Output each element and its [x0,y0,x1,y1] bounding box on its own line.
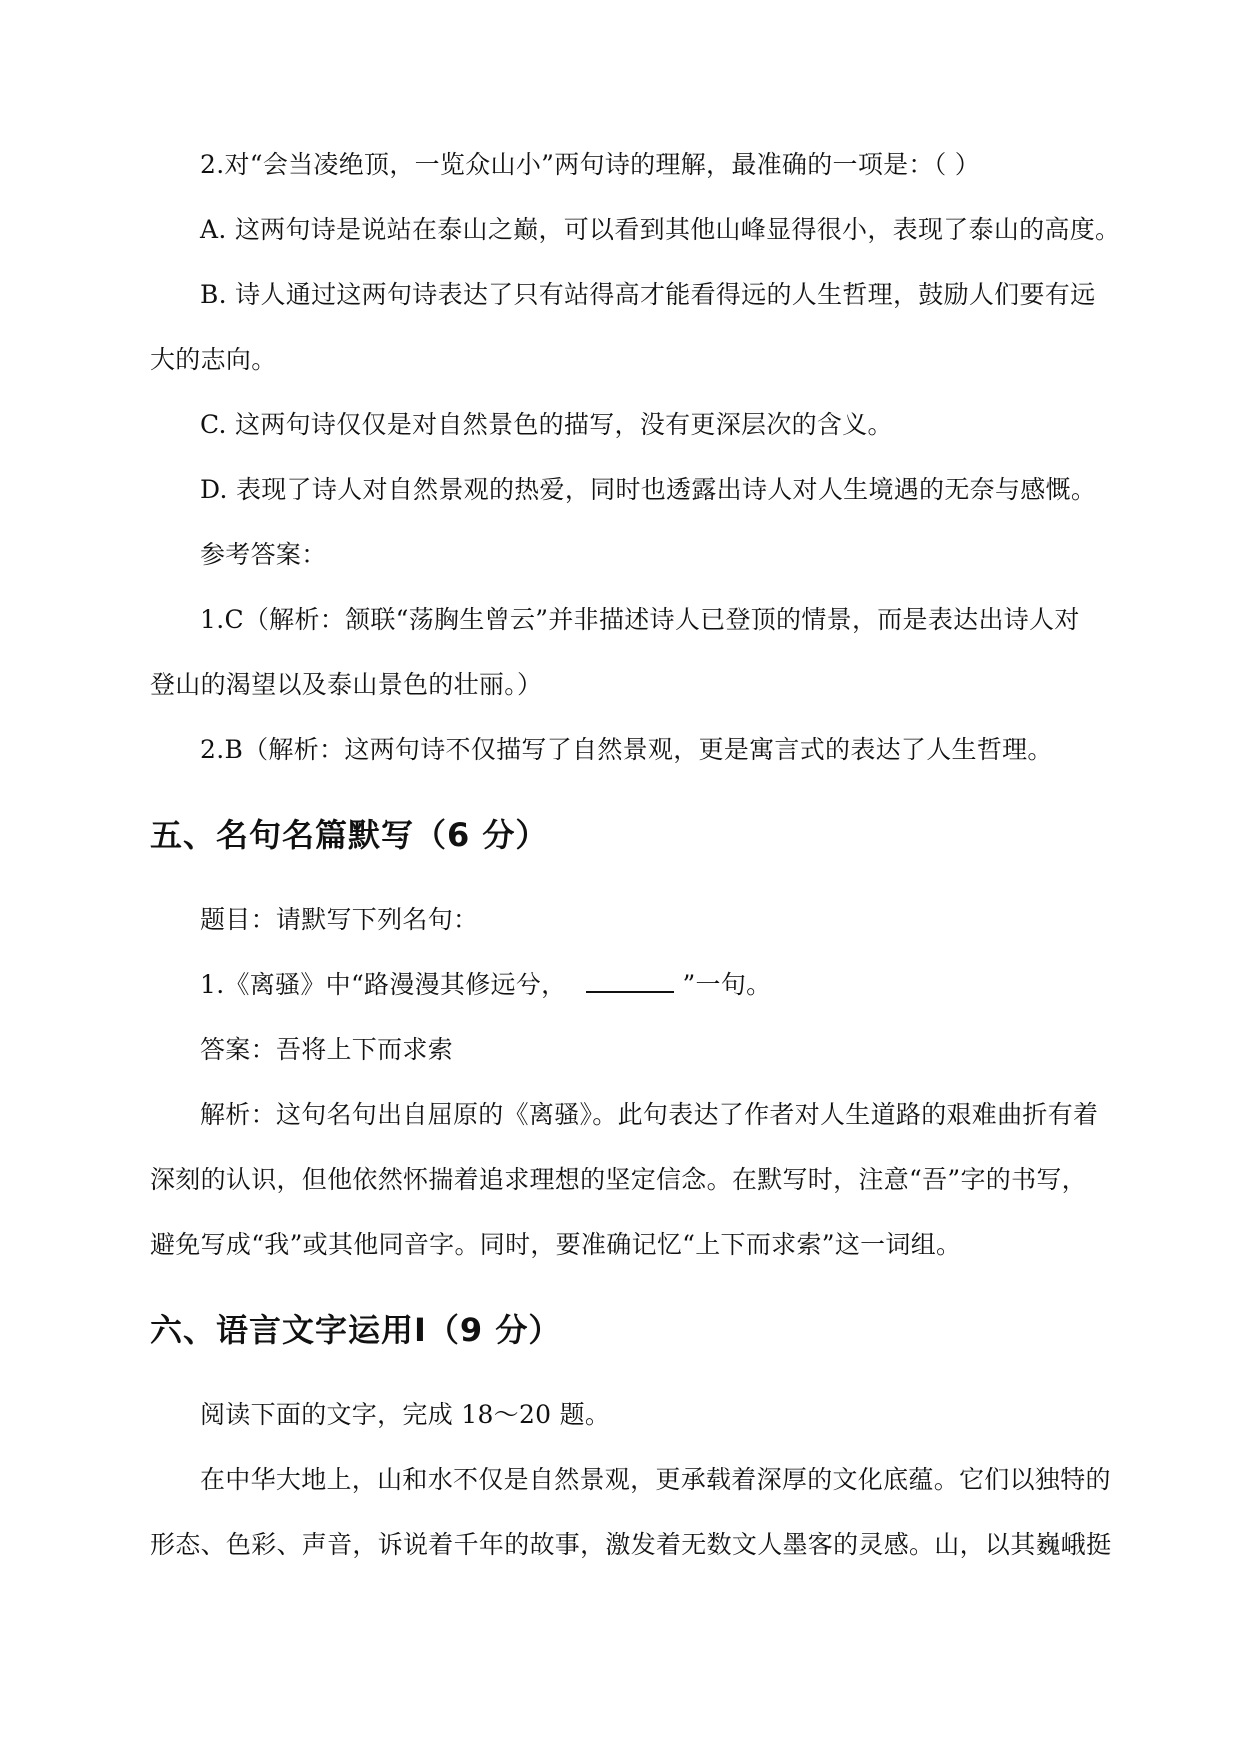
option-c: C. 这两句诗仅仅是对自然景色的描写，没有更深层次的含义。 [200,410,893,439]
section-5-heading: 五、名句名篇默写（6 分） [150,816,549,854]
option-b-line-1: B. 诗人通过这两句诗表达了只有站得高才能看得远的人生哲理，鼓励人们要有远 [200,280,1096,309]
analysis-line-3: 避免写成“我”或其他同音字。同时，要准确记忆“上下而求索”这一词组。 [150,1230,962,1259]
section-5-prompt: 题目：请默写下列名句： [200,905,479,934]
option-a: A. 这两句诗是说站在泰山之巅，可以看到其他山峰显得很小，表现了泰山的高度。 [200,215,1121,244]
answer-1-line-2: 登山的渴望以及泰山景色的壮丽。） [150,670,543,699]
option-d: D. 表现了诗人对自然景观的热爱，同时也透露出诗人对人生境遇的无奈与感慨。 [200,475,1097,504]
answer-1-line-1: 1.C（解析：颔联“荡胸生曾云”并非描述诗人已登顶的情景，而是表达出诗人对 [200,605,1080,634]
section-6-heading: 六、语言文字运用Ⅰ（9 分） [150,1311,562,1349]
fill-blank-question-suffix: ”一句。 [682,970,772,999]
analysis-line-2: 深刻的认识，但他依然怀揣着追求理想的坚定信念。在默写时，注意“吾”字的书写， [150,1165,1087,1194]
passage-line-1: 在中华大地上，山和水不仅是自然景观，更承载着深厚的文化底蕴。它们以独特的 [200,1465,1111,1494]
section-5-answer: 答案：吾将上下而求索 [200,1035,454,1064]
option-b-line-2: 大的志向。 [150,345,277,374]
answer-2: 2.B（解析：这两句诗不仅描写了自然景观，更是寓言式的表达了人生哲理。 [200,735,1053,764]
answers-label: 参考答案： [200,540,327,569]
question-2-stem: 2.对“会当凌绝顶，一览众山小”两句诗的理解，最准确的一项是：（ ） [200,150,981,179]
section-6-intro: 阅读下面的文字，完成 18～20 题。 [200,1400,611,1429]
answer-blank [586,969,674,993]
fill-blank-question-prefix: 1.《离骚》中“路漫漫其修远兮， [200,970,567,999]
analysis-line-1: 解析：这句名句出自屈原的《离骚》。此句表达了作者对人生道路的艰难曲折有着 [200,1100,1099,1129]
fill-blank-question [200,968,1160,1002]
passage-line-2: 形态、色彩、声音，诉说着千年的故事，激发着无数文人墨客的灵感。山，以其巍峨挺 [150,1530,1112,1559]
